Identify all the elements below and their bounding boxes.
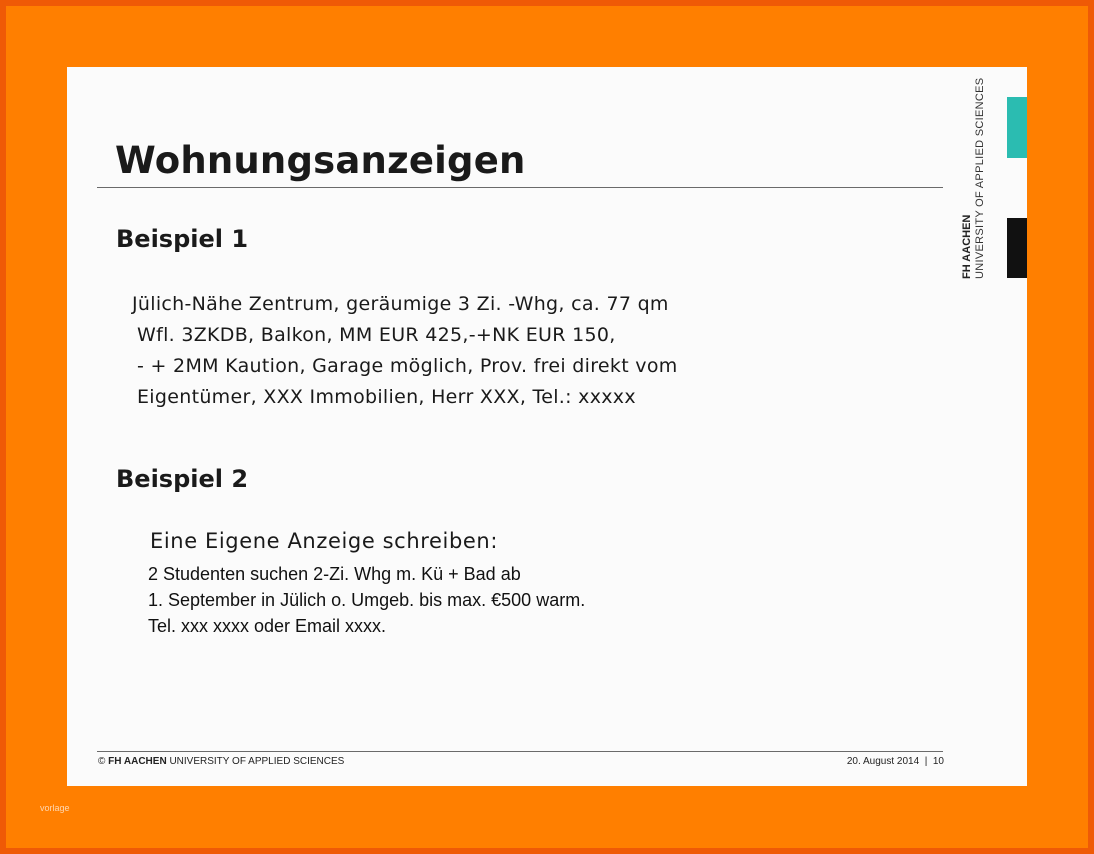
example-2-line-3: Tel. xxx xxxx oder Email xxxx. — [148, 616, 387, 636]
example-1-line-1: Jülich-Nähe Zentrum, geräumige 3 Zi. -Whg, ca. 77 qm — [132, 293, 669, 315]
presentation-slide — [67, 67, 1027, 786]
logo-line-2: UNIVERSITY OF APPLIED SCIENCES — [974, 77, 986, 279]
footer-org-rest: UNIVERSITY OF APPLIED SCIENCES — [169, 756, 345, 767]
watermark-text: vorlage — [40, 803, 70, 813]
example-1-heading: Beispiel 1 — [116, 225, 249, 253]
footer-separator: | — [924, 756, 928, 767]
logo-black-bar — [1007, 218, 1027, 278]
logo-line-1: FH AACHEN — [961, 214, 973, 279]
footer-copyright — [98, 756, 344, 767]
university-logo-text — [961, 78, 987, 279]
example-2-line-1: 2 Studenten suchen 2-Zi. Whg m. Kü + Bad ab — [148, 564, 521, 584]
logo-teal-bar — [1007, 97, 1027, 158]
footer-date: 20. August 2014 — [846, 756, 920, 767]
example-1-line-2: Wfl. 3ZKDB, Balkon, MM EUR 425,-+NK EUR 150, — [137, 324, 616, 346]
example-2-heading: Beispiel 2 — [116, 465, 249, 493]
example-2-line-2: 1. September in Jülich o. Umgeb. bis max. €500 warm. — [148, 590, 586, 610]
footer-divider — [97, 751, 943, 752]
example-1-line-3: - + 2MM Kaution, Garage möglich, Prov. frei direkt vom — [137, 355, 678, 377]
copyright-symbol: © — [98, 756, 106, 767]
example-2-intro: Eine Eigene Anzeige schreiben: — [150, 529, 499, 553]
footer-org-bold: FH AACHEN — [108, 756, 167, 767]
footer-date-page — [847, 756, 944, 767]
title-divider — [97, 187, 943, 188]
page-number: 10 — [932, 756, 944, 767]
slide-title: Wohnungsanzeigen — [115, 139, 526, 182]
example-1-line-4: Eigentümer, XXX Immobilien, Herr XXX, Tel.: xxxxx — [137, 386, 636, 408]
